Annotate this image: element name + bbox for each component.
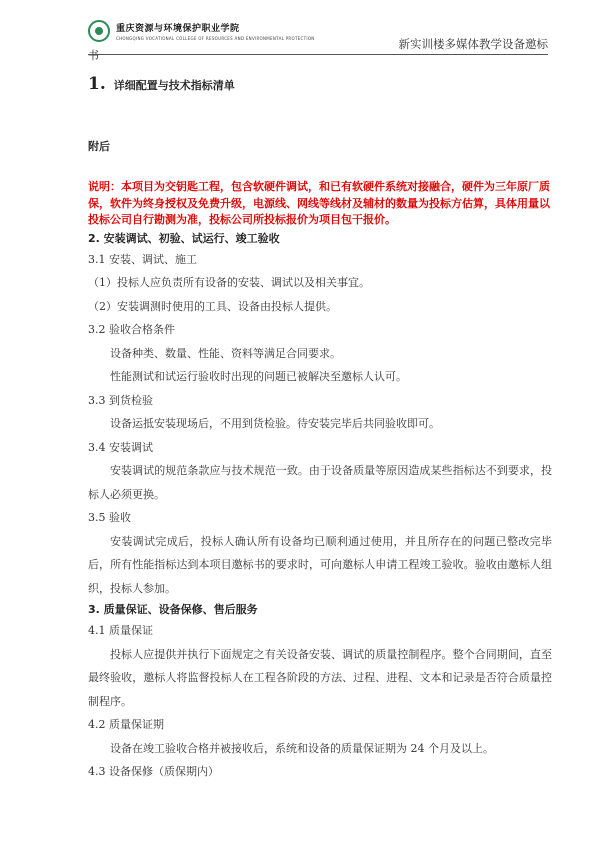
paragraph: 安装调试的规范条款应与技术规范一致。由于设备质量等原因造成某些指标达不到要求，投标人必须更换。 bbox=[88, 464, 552, 501]
section-1-number: 1. bbox=[88, 74, 106, 94]
appendix-label: 附后 bbox=[88, 140, 110, 153]
paragraph: 设备运抵安装现场后，不用到货检验。待安装完毕后共同验收即可。 bbox=[110, 417, 440, 430]
list-item-2: （2）安装调测时使用的工具、设备由投标人提供。 bbox=[88, 299, 337, 313]
paragraph: 投标人应提供并执行下面规定之有关设备安装、调试的质量控制程序。整个合同期间，直至最终验收，邀标人将监督投标人在工程各阶段的方法、过程、进程、文本和记录是否符合质量控制程序。 bbox=[88, 647, 552, 708]
paragraph: 设备种类、数量、性能、资料等满足合同要求。 bbox=[110, 346, 341, 360]
header-title: 新实训楼多媒体教学设备邀标 bbox=[398, 37, 548, 51]
paragraph: 性能测试和试运行验收时出现的问题已被解决至邀标人认可。 bbox=[110, 370, 407, 383]
subsection-3-5: 3.5 验收 bbox=[88, 511, 131, 524]
subsection-4-3: 4.3 设备保修（质保期内） bbox=[88, 765, 219, 778]
subsection-4-1: 4.1 质量保证 bbox=[88, 624, 153, 637]
header-divider bbox=[88, 54, 548, 55]
paragraph: 设备在竣工验收合格并被接收后，系统和设备的质量保证期为 24 个月及以上。 bbox=[110, 741, 494, 755]
header-title-continuation: 书 bbox=[88, 49, 99, 62]
subsection-3-1: 3.1 安装、调试、施工 bbox=[88, 252, 197, 266]
subsection-4-2: 4.2 质量保证期 bbox=[88, 718, 164, 731]
section-1-heading bbox=[88, 74, 552, 94]
section-2-heading: 2. 安装调试、初验、试运行、竣工验收 bbox=[88, 231, 280, 245]
page-header bbox=[88, 18, 548, 60]
logo-emblem-icon bbox=[88, 20, 110, 42]
document-body bbox=[88, 74, 552, 784]
list-item-1: （1）投标人应负责所有设备的安装、调试以及相关事宜。 bbox=[88, 276, 370, 289]
logo-chinese-name: 重庆资源与环境保护职业学院 bbox=[116, 24, 240, 34]
school-logo bbox=[88, 20, 315, 42]
section-1-title: 详细配置与技术指标清单 bbox=[113, 79, 235, 92]
section-3-heading: 3. 质量保证、设备保修、售后服务 bbox=[88, 603, 258, 616]
subsection-3-3: 3.3 到货检验 bbox=[88, 393, 153, 407]
subsection-3-2: 3.2 验收合格条件 bbox=[88, 323, 175, 336]
subsection-3-4: 3.4 安装调试 bbox=[88, 440, 153, 454]
paragraph: 安装调试完成后，投标人确认所有设备均已顺利通过使用，并且所存在的问题已整改完毕后，所有性能指标达到本项目邀标书的要求时，可向邀标人申请工程竣工验收。验收由邀标人组织，投标人参加。 bbox=[88, 534, 552, 595]
red-note: 说明：本项目为交钥匙工程，包含软硬件调试，和已有软硬件系统对接融合，硬件为三年原厂质保，软件为终身授权及免费升级，电源线、网线等线材及辅材的数量为投标方估算，具体用量以投标公司自行勘测为准，投标公司所投标报价为项目包干报价。 bbox=[88, 180, 550, 226]
logo-english-name: CHONGQING VOCATIONAL COLLEGE OF RESOURCES AND ENVIRONMENTAL PROTECTION bbox=[116, 36, 315, 41]
